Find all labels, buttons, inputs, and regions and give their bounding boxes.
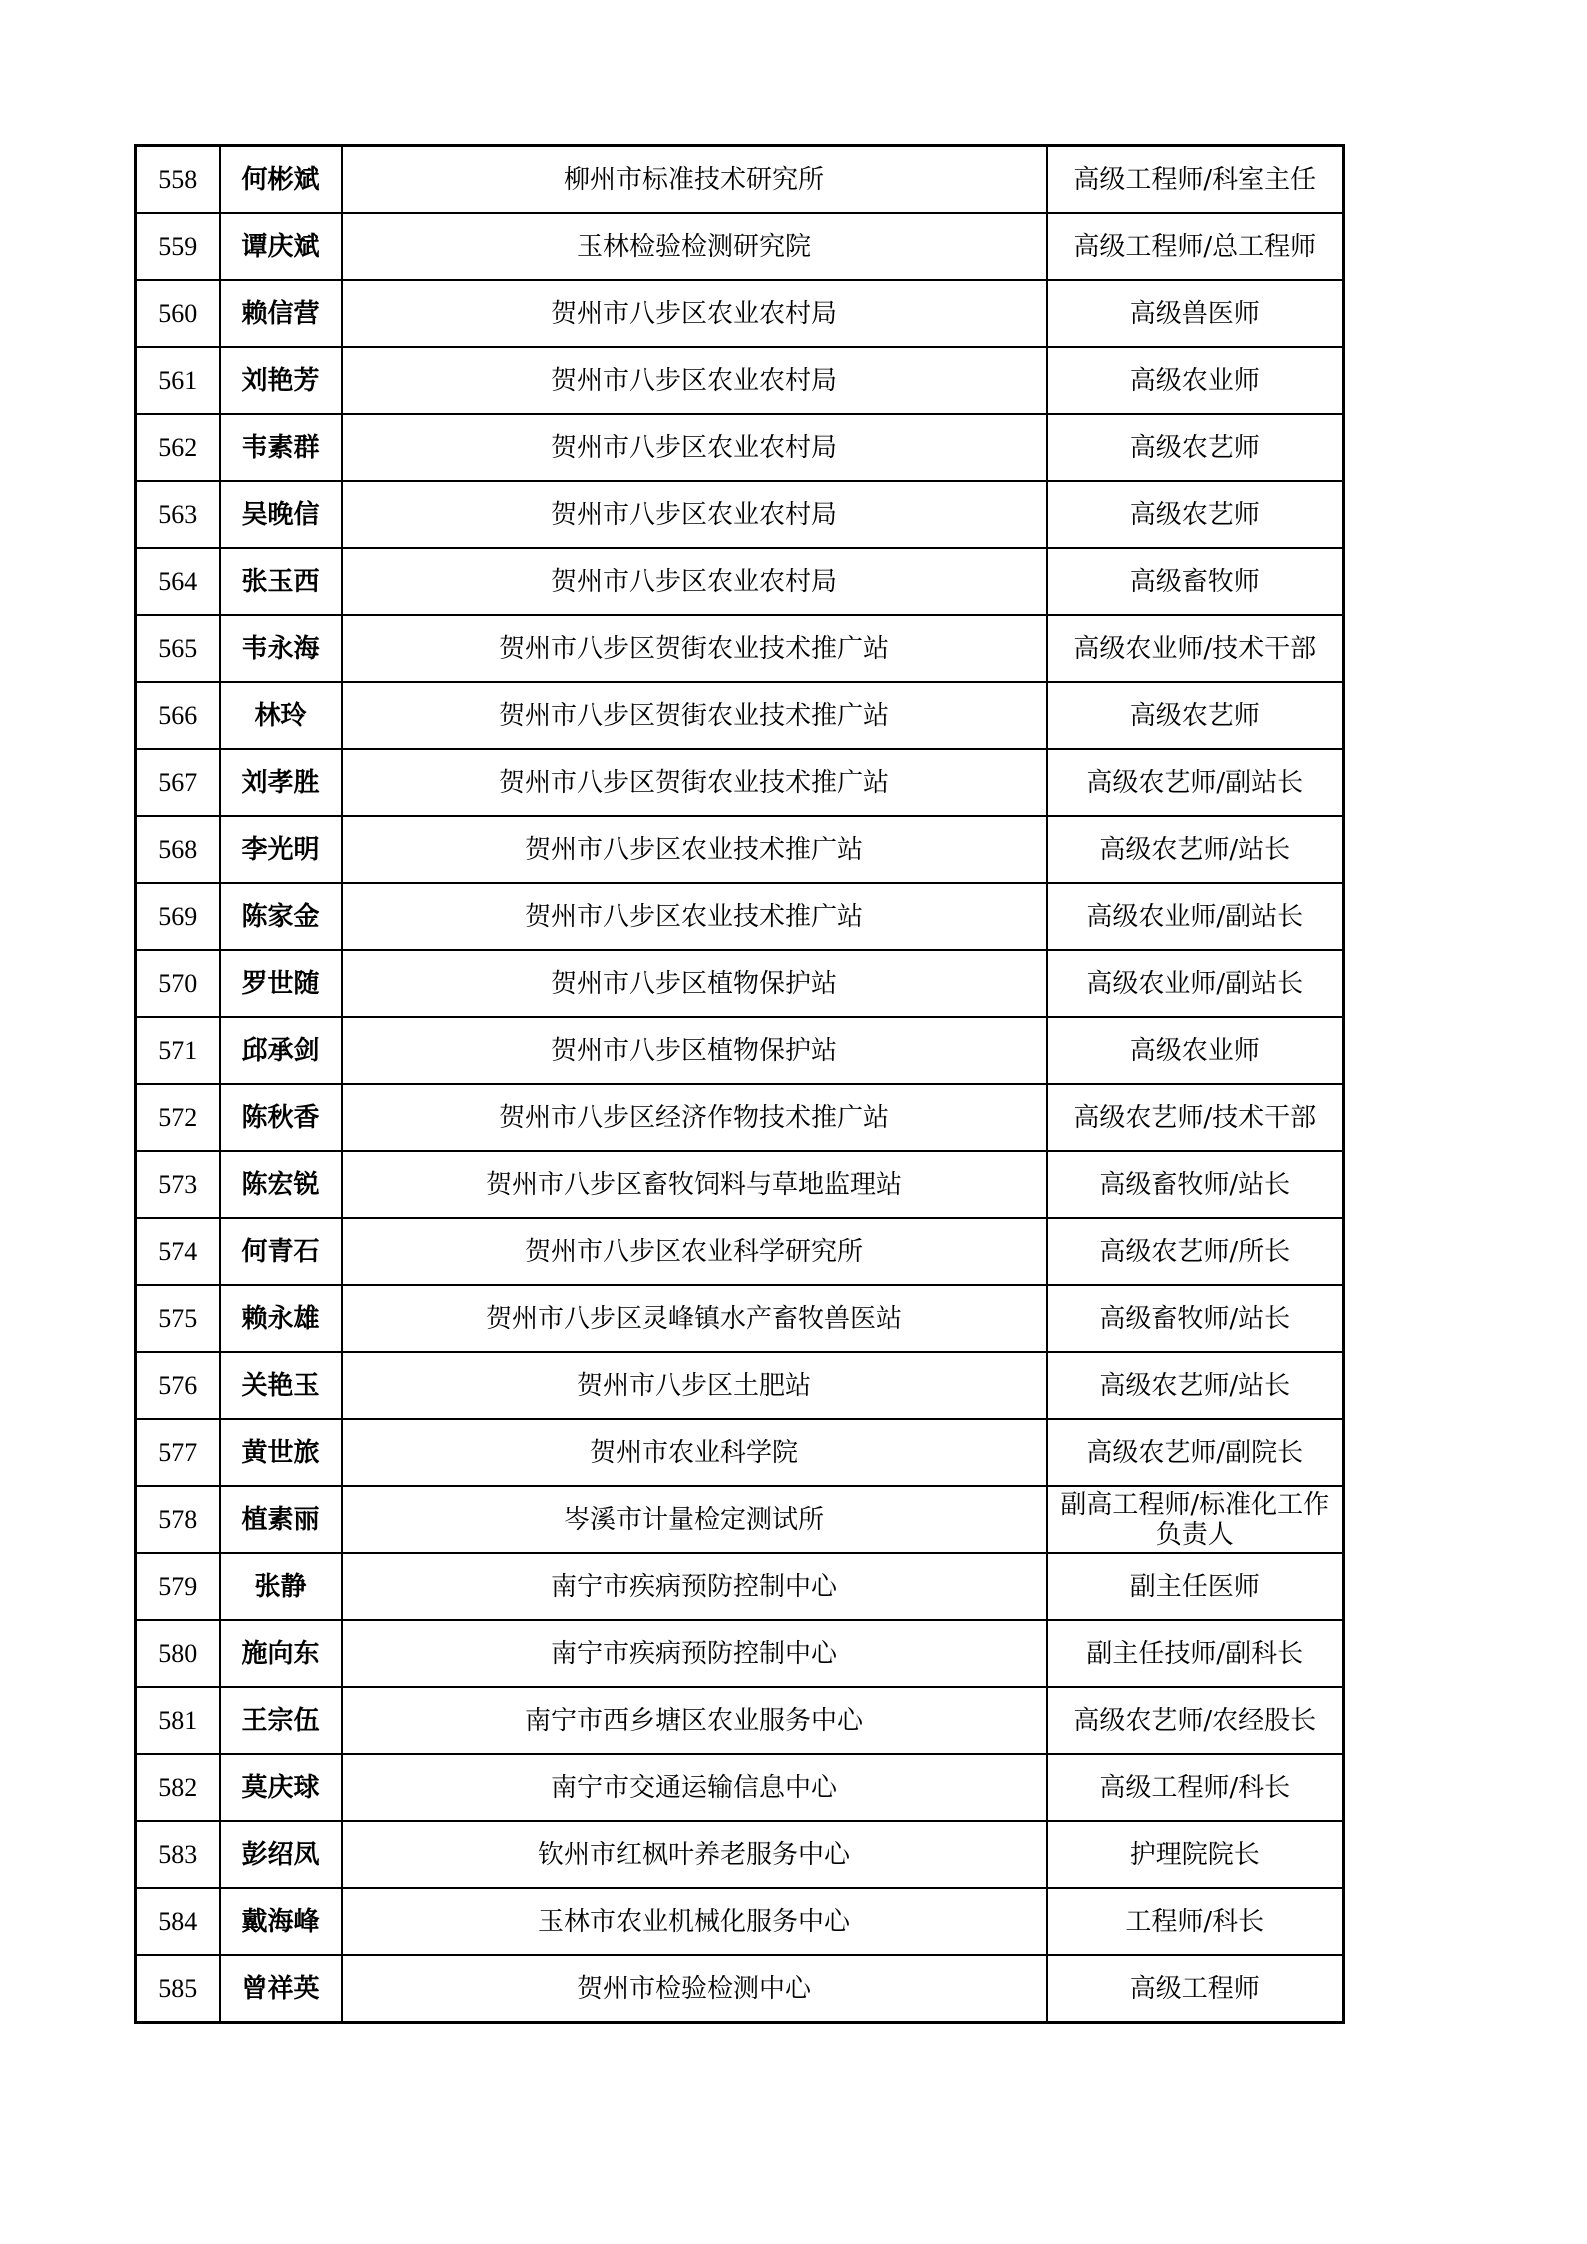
- person-name-cell: 彭绍凤: [220, 1821, 342, 1888]
- table-row: [136, 1955, 1344, 2023]
- person-name-cell: 陈家金: [220, 883, 342, 950]
- row-number-cell: 577: [136, 1419, 220, 1486]
- person-name-cell: 吴晚信: [220, 481, 342, 548]
- work-unit-cell: 南宁市西乡塘区农业服务中心: [342, 1687, 1047, 1754]
- person-name-cell: 戴海峰: [220, 1888, 342, 1955]
- row-number-cell: 561: [136, 347, 220, 414]
- work-unit-cell: 贺州市八步区畜牧饲料与草地监理站: [342, 1151, 1047, 1218]
- person-name-cell: 李光明: [220, 816, 342, 883]
- work-unit-cell: 贺州市八步区农业农村局: [342, 280, 1047, 347]
- job-title-cell: 高级农艺师/技术干部: [1047, 1084, 1344, 1151]
- work-unit-cell: 贺州市八步区贺街农业技术推广站: [342, 749, 1047, 816]
- row-number-cell: 566: [136, 682, 220, 749]
- job-title-cell: 高级工程师/科室主任: [1047, 146, 1344, 214]
- row-number-cell: 584: [136, 1888, 220, 1955]
- person-name-cell: 赖永雄: [220, 1285, 342, 1352]
- table-row: [136, 213, 1344, 280]
- row-number-cell: 564: [136, 548, 220, 615]
- table-row: [136, 1419, 1344, 1486]
- table-row: [136, 1218, 1344, 1285]
- job-title-cell: 副高工程师/标准化工作负责人: [1047, 1486, 1344, 1553]
- job-title-cell: 高级农业师/副站长: [1047, 950, 1344, 1017]
- work-unit-cell: 贺州市八步区植物保护站: [342, 1017, 1047, 1084]
- work-unit-cell: 贺州市八步区农业农村局: [342, 414, 1047, 481]
- roster-table-body: [136, 146, 1344, 2023]
- work-unit-cell: 贺州市八步区农业科学研究所: [342, 1218, 1047, 1285]
- table-row: [136, 146, 1344, 214]
- table-row: [136, 1687, 1344, 1754]
- table-row: [136, 816, 1344, 883]
- row-number-cell: 567: [136, 749, 220, 816]
- table-row: [136, 481, 1344, 548]
- table-row: [136, 749, 1344, 816]
- table-row: [136, 1084, 1344, 1151]
- person-name-cell: 谭庆斌: [220, 213, 342, 280]
- row-number-cell: 580: [136, 1620, 220, 1687]
- job-title-cell: 副主任技师/副科长: [1047, 1620, 1344, 1687]
- work-unit-cell: 钦州市红枫叶养老服务中心: [342, 1821, 1047, 1888]
- work-unit-cell: 南宁市疾病预防控制中心: [342, 1553, 1047, 1620]
- row-number-cell: 574: [136, 1218, 220, 1285]
- job-title-cell: 高级农业师: [1047, 1017, 1344, 1084]
- job-title-cell: 高级兽医师: [1047, 280, 1344, 347]
- job-title-cell: 高级畜牧师/站长: [1047, 1285, 1344, 1352]
- person-name-cell: 陈秋香: [220, 1084, 342, 1151]
- table-row: [136, 615, 1344, 682]
- person-name-cell: 陈宏锐: [220, 1151, 342, 1218]
- work-unit-cell: 贺州市八步区植物保护站: [342, 950, 1047, 1017]
- person-name-cell: 何彬斌: [220, 146, 342, 214]
- row-number-cell: 573: [136, 1151, 220, 1218]
- table-row: [136, 280, 1344, 347]
- row-number-cell: 562: [136, 414, 220, 481]
- row-number-cell: 571: [136, 1017, 220, 1084]
- work-unit-cell: 玉林市农业机械化服务中心: [342, 1888, 1047, 1955]
- person-name-cell: 施向东: [220, 1620, 342, 1687]
- table-row: [136, 1888, 1344, 1955]
- table-row: [136, 414, 1344, 481]
- work-unit-cell: 柳州市标准技术研究所: [342, 146, 1047, 214]
- row-number-cell: 568: [136, 816, 220, 883]
- roster-table: [134, 144, 1345, 2024]
- job-title-cell: 副主任医师: [1047, 1553, 1344, 1620]
- person-name-cell: 关艳玉: [220, 1352, 342, 1419]
- job-title-cell: 高级工程师: [1047, 1955, 1344, 2023]
- row-number-cell: 576: [136, 1352, 220, 1419]
- job-title-cell: 高级农艺师/站长: [1047, 1352, 1344, 1419]
- work-unit-cell: 南宁市疾病预防控制中心: [342, 1620, 1047, 1687]
- table-row: [136, 682, 1344, 749]
- job-title-cell: 高级农艺师/站长: [1047, 816, 1344, 883]
- job-title-cell: 高级畜牧师: [1047, 548, 1344, 615]
- row-number-cell: 570: [136, 950, 220, 1017]
- table-row: [136, 1352, 1344, 1419]
- row-number-cell: 583: [136, 1821, 220, 1888]
- job-title-cell: 高级农业师/技术干部: [1047, 615, 1344, 682]
- job-title-cell: 护理院院长: [1047, 1821, 1344, 1888]
- table-row: [136, 950, 1344, 1017]
- row-number-cell: 558: [136, 146, 220, 214]
- job-title-cell: 高级农业师: [1047, 347, 1344, 414]
- row-number-cell: 585: [136, 1955, 220, 2023]
- job-title-cell: 高级工程师/总工程师: [1047, 213, 1344, 280]
- row-number-cell: 578: [136, 1486, 220, 1553]
- table-row: [136, 347, 1344, 414]
- job-title-cell: 高级工程师/科长: [1047, 1754, 1344, 1821]
- table-row: [136, 1486, 1344, 1553]
- job-title-cell: 高级农艺师/副院长: [1047, 1419, 1344, 1486]
- work-unit-cell: 贺州市八步区灵峰镇水产畜牧兽医站: [342, 1285, 1047, 1352]
- table-row: [136, 1285, 1344, 1352]
- row-number-cell: 581: [136, 1687, 220, 1754]
- person-name-cell: 罗世随: [220, 950, 342, 1017]
- job-title-cell: 高级畜牧师/站长: [1047, 1151, 1344, 1218]
- table-row: [136, 548, 1344, 615]
- person-name-cell: 韦永海: [220, 615, 342, 682]
- job-title-cell: 高级农艺师/农经股长: [1047, 1687, 1344, 1754]
- job-title-cell: 高级农艺师/所长: [1047, 1218, 1344, 1285]
- work-unit-cell: 贺州市八步区贺街农业技术推广站: [342, 615, 1047, 682]
- person-name-cell: 王宗伍: [220, 1687, 342, 1754]
- job-title-cell: 高级农业师/副站长: [1047, 883, 1344, 950]
- row-number-cell: 565: [136, 615, 220, 682]
- job-title-cell: 工程师/科长: [1047, 1888, 1344, 1955]
- person-name-cell: 黄世旅: [220, 1419, 342, 1486]
- row-number-cell: 579: [136, 1553, 220, 1620]
- work-unit-cell: 南宁市交通运输信息中心: [342, 1754, 1047, 1821]
- table-row: [136, 1620, 1344, 1687]
- person-name-cell: 张玉西: [220, 548, 342, 615]
- job-title-cell: 高级农艺师: [1047, 682, 1344, 749]
- row-number-cell: 582: [136, 1754, 220, 1821]
- table-row: [136, 883, 1344, 950]
- row-number-cell: 563: [136, 481, 220, 548]
- work-unit-cell: 贺州市八步区农业农村局: [342, 481, 1047, 548]
- work-unit-cell: 贺州市八步区农业农村局: [342, 347, 1047, 414]
- row-number-cell: 575: [136, 1285, 220, 1352]
- person-name-cell: 曾祥英: [220, 1955, 342, 2023]
- job-title-cell: 高级农艺师: [1047, 414, 1344, 481]
- row-number-cell: 569: [136, 883, 220, 950]
- work-unit-cell: 岑溪市计量检定测试所: [342, 1486, 1047, 1553]
- person-name-cell: 林玲: [220, 682, 342, 749]
- table-row: [136, 1553, 1344, 1620]
- table-row: [136, 1754, 1344, 1821]
- person-name-cell: 邱承剑: [220, 1017, 342, 1084]
- row-number-cell: 560: [136, 280, 220, 347]
- row-number-cell: 559: [136, 213, 220, 280]
- person-name-cell: 何青石: [220, 1218, 342, 1285]
- work-unit-cell: 贺州市检验检测中心: [342, 1955, 1047, 2023]
- work-unit-cell: 贺州市农业科学院: [342, 1419, 1047, 1486]
- person-name-cell: 赖信营: [220, 280, 342, 347]
- work-unit-cell: 贺州市八步区农业农村局: [342, 548, 1047, 615]
- person-name-cell: 植素丽: [220, 1486, 342, 1553]
- person-name-cell: 莫庆球: [220, 1754, 342, 1821]
- work-unit-cell: 贺州市八步区农业技术推广站: [342, 816, 1047, 883]
- work-unit-cell: 玉林检验检测研究院: [342, 213, 1047, 280]
- work-unit-cell: 贺州市八步区贺街农业技术推广站: [342, 682, 1047, 749]
- person-name-cell: 韦素群: [220, 414, 342, 481]
- person-name-cell: 刘艳芳: [220, 347, 342, 414]
- work-unit-cell: 贺州市八步区土肥站: [342, 1352, 1047, 1419]
- job-title-cell: 高级农艺师/副站长: [1047, 749, 1344, 816]
- work-unit-cell: 贺州市八步区经济作物技术推广站: [342, 1084, 1047, 1151]
- person-name-cell: 张静: [220, 1553, 342, 1620]
- job-title-cell: 高级农艺师: [1047, 481, 1344, 548]
- table-row: [136, 1151, 1344, 1218]
- table-row: [136, 1017, 1344, 1084]
- work-unit-cell: 贺州市八步区农业技术推广站: [342, 883, 1047, 950]
- person-name-cell: 刘孝胜: [220, 749, 342, 816]
- table-row: [136, 1821, 1344, 1888]
- row-number-cell: 572: [136, 1084, 220, 1151]
